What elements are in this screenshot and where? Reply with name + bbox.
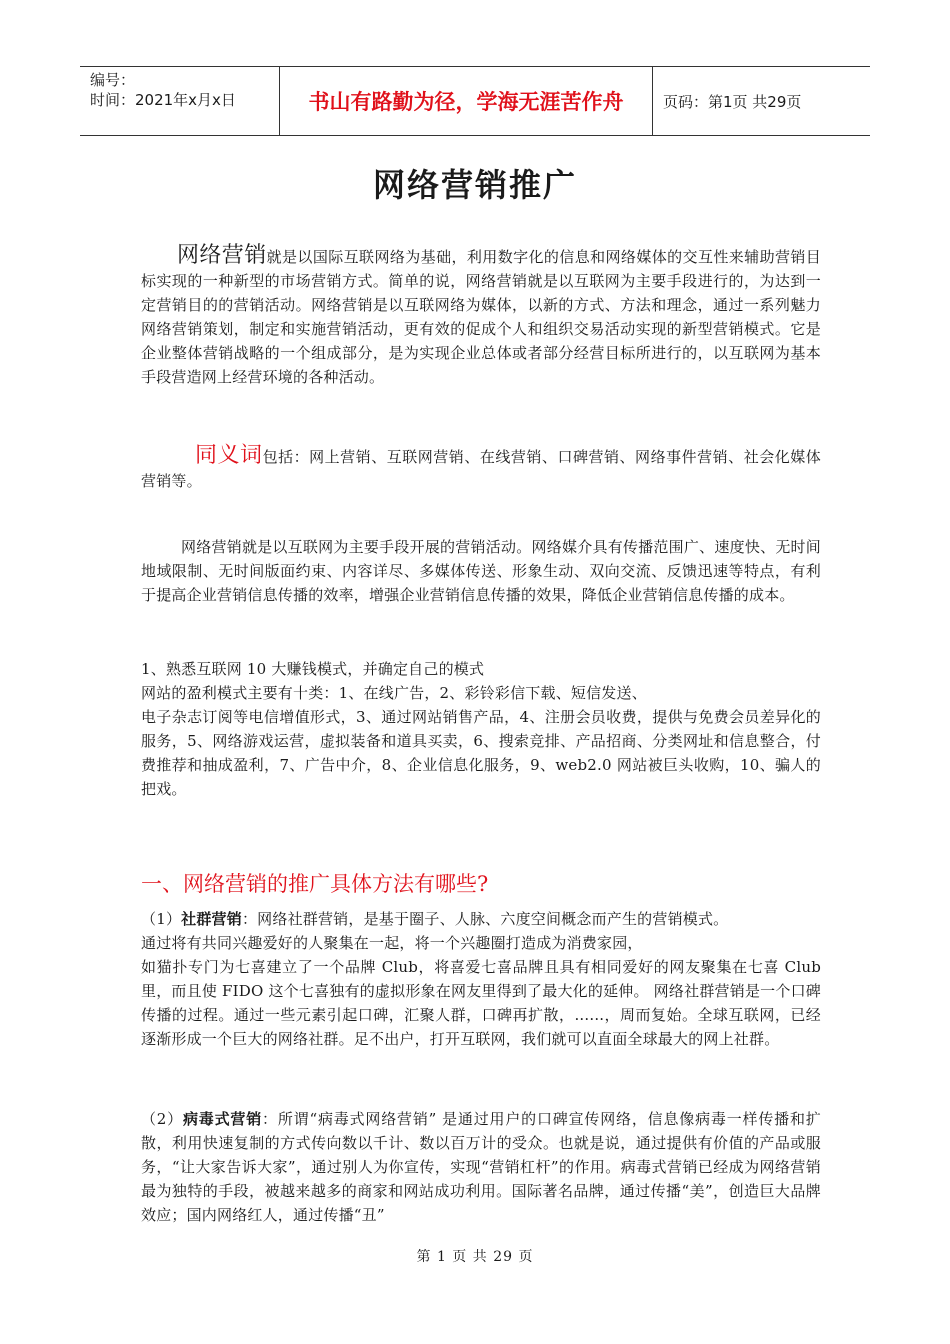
community-text: 如猫扑专门为七喜建立了一个品牌 Club，将喜爱七喜品牌且具有相同爱好的网友聚集在七喜 Club 里，而且使 FIDO 这个七喜独有的虚拟形象在网友里得到了最大化的延伸。 网络社群营销是一个口碑传播的过程。通过一些元素引起口碑，汇聚人群，口碑再扩散，......，周而复始。全球互联网，已经逐渐形成一个巨大的网络社群。足不出户，打开互联网，我们就可以直面全球最大的网上社群。 [141, 958, 821, 1048]
paragraph-community-marketing [141, 907, 821, 1051]
community-first-line [141, 907, 821, 931]
paragraph-profit-models [141, 657, 821, 801]
document-title: 网络营销推广 [372, 166, 577, 204]
community-line1: ：网络社群营销，是基于圈子、人脉、六度空间概念而产生的营销模式。 [241, 910, 729, 928]
header-motto: 书山有路勤为径，学海无涯苦作舟 [280, 67, 653, 135]
term-network-marketing: 网络营销 [177, 243, 267, 268]
profit-models-heading: 1、熟悉互联网 10 大赚钱模式，并确定自己的模式 [141, 660, 485, 678]
paragraph-synonyms [141, 444, 821, 493]
term-viral-marketing: 病毒式营销 [182, 1110, 263, 1128]
header-page-info: 页码：第1页 共29页 [663, 92, 802, 111]
paragraph-viral-marketing [141, 1107, 821, 1227]
profit-models-line: 网站的盈利模式主要有十类：1、在线广告，2、彩铃彩信下载、短信发送、 [141, 684, 647, 702]
section-heading-promotion-methods: 一、网络营销的推广具体方法有哪些? [141, 872, 489, 896]
document-number-label: 编号： [90, 71, 136, 89]
term-synonyms: 同义词 [195, 443, 263, 468]
features-text: 网络营销就是以互联网为主要手段开展的营销活动。网络媒介具有传播范围广、速度快、无时间地域限制、无时间版面约束、内容详尽、多媒体传送、形象生动、双向交流、反馈迅速等特点，有利于提高企业营销信息传播的效率，增强企业营销信息传播的效果，降低企业营销信息传播的成本。 [141, 538, 821, 604]
page-header [80, 66, 870, 136]
viral-line1: ：所谓“病毒式网络营销” 是通过用户的口碑宣传网络，信息像病毒一样传播和扩散，利用快速复制的方式传向数以千计、数以百万计的受众。也就是说，通 [141, 1110, 821, 1152]
synonyms-text: 包括：网上营销、互联网营销、在线营销、口碑营销、网络事件营销、社会化媒体营销等。 [141, 448, 821, 490]
term-community-marketing: 社群营销 [181, 910, 242, 928]
profit-models-text: 电子杂志订阅等电信增值形式，3、通过网站销售产品，4、注册会员收费，提供与免费会员差异化的服务，5、网络游戏运营，虚拟装备和道具买卖，6、搜索竞排、产品招商、分类网址和信息整合，付费推荐和抽成盈利，7、广告中介，8、企业信息化服务，9、web2.0 网站被巨头收购，10、骗人的把戏。 [141, 708, 821, 798]
header-meta [80, 67, 280, 135]
item-number: （1） [141, 910, 182, 928]
item-number: （2） [141, 1110, 183, 1128]
paragraph-features [141, 535, 821, 607]
page-footer: 第 1 页 共 29 页 [416, 1249, 534, 1265]
paragraph-definition [141, 244, 821, 389]
definition-text: 就是以国际互联网络为基础，利用数字化的信息和网络媒体的交互性来辅助营销目标实现的一种新型的市场营销方式。简单的说，网络营销就是以互联网为主要手段进行的，为达到一定营销目的的营销活动。网络营销是以互联网络为媒体，以新的方式、方法和理念，通过一系列魅力网络营销策划，制定和实施营销活动，更有效的促成个人和组织交易活动实现的新型营销模式。它是企业整体营销战略的一个组成部分，是为实现企业总体或者部分经营目标所进行的，以互联网为基本手段营造网上经营环境的各种活动。 [141, 248, 821, 386]
document-time: 时间：2021年x月x日 [90, 91, 236, 109]
viral-text: 过提供有价值的产品或服务，“让大家告诉大家”，通过别人为你宣传，实现“营销杠杆”的作用。病毒式营销已经成为网络营销最为独特的手段，被越来越多的商家和网站成功利用。国际著名品牌，通过传播“美”，创造巨大品牌效应；国内网络红人，通过传播“丑” [141, 1134, 822, 1224]
community-line2: 通过将有共同兴趣爱好的人聚集在一起，将一个兴趣圈打造成为消费家园， [141, 934, 643, 952]
